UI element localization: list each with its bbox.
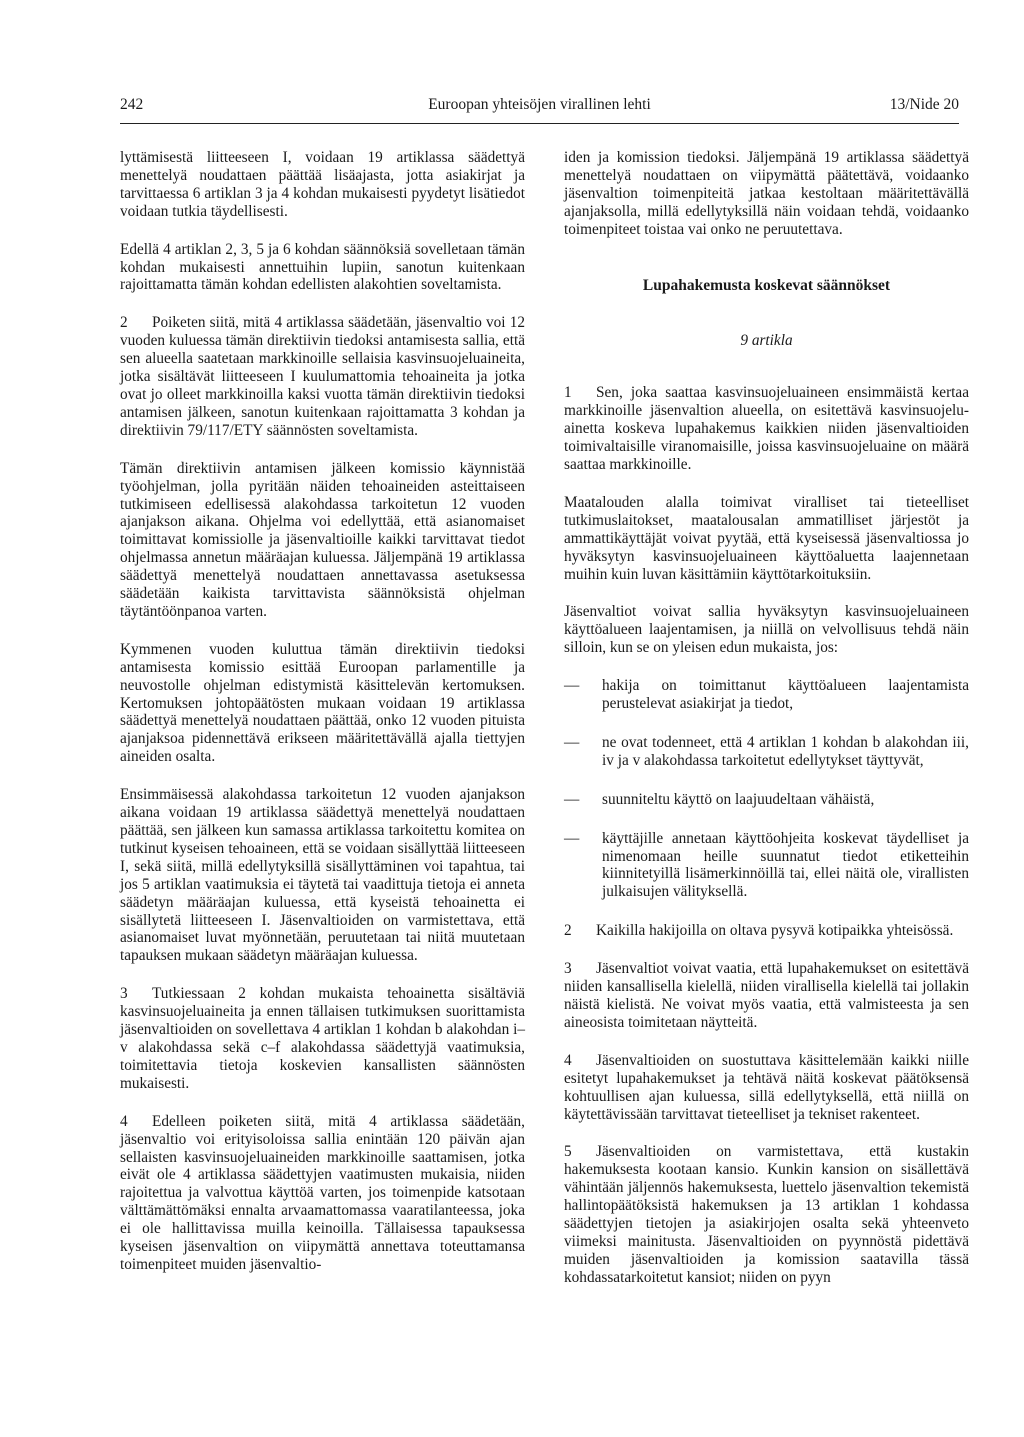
numbered-paragraph (120, 314, 525, 439)
paragraph-text: Poiketen siitä, mitä 4 artiklassa säädetään, jäsenvaltio voi 12 vuoden kuluessa tämän direktiivin tiedoksi antamisesta sallia, että sen alueella saatetaan markkinoille sellaisia kasvinsuojeluaineita, jotka sisältävät liitteeseen I kuulumattomia tehoaineita ja jotka ovat jo olleet markkinoilla kaksi vuotta tämän direktiivin tiedoksi antamisen jälkeen, sanotun kuitenkaan rajoittamatta 3 kohdan ja direktiivin 79/117/ETY säännösten soveltamista. (120, 314, 525, 439)
paragraph-text: Jäsenvaltioiden on varmistettava, että kustakin hakemuksesta kootaan kansio. Kunkin kansion on sisällettävä vähintään jäljennös hakemuksesta, luettelo jäsenvaltion tekemistä hallintopäätöksistä hakemuksen ja 13 artiklan 1 kohdassa säädettyjen tietojen ja asiakirjojen osalta sekä yhteenveto viimeksi mainitusta. Jäsenvaltioiden on pyynnöstä pidettävä muiden jäsenvaltioiden ja komission saatavilla tässä kohdassatarkoitetut kansiot; niiden on pyyn (564, 1143, 969, 1286)
paragraph-number: 3 (564, 960, 572, 978)
paragraph-number: 5 (564, 1143, 572, 1161)
numbered-paragraph (564, 384, 969, 474)
dash-item-text: hakija on toimittanut käyttöalueen laajentamista perustelevat asiakirjat ja tiedot, (602, 677, 969, 713)
numbered-paragraph (120, 985, 525, 1092)
numbered-paragraph (120, 1113, 525, 1274)
numbered-paragraph (564, 1052, 969, 1124)
left-column (120, 149, 525, 1274)
dash-mark: — (564, 677, 580, 695)
numbered-paragraph (564, 1143, 969, 1286)
dash-item-text: suunniteltu käyttö on laajuudeltaan vähäistä, (602, 790, 875, 808)
paragraph-number: 4 (564, 1051, 572, 1069)
paragraph: Edellä 4 artiklan 2, 3, 5 ja 6 kohdan säännöksiä sovelletaan tämän kohdan mukaisesti annettuihin lupiin, sanotun kuitenkaan rajoittamatta tämän kohdan edellisten alakohtien soveltamista. (120, 240, 525, 294)
paragraph-text: Tutkiessaan 2 kohdan mukaista tehoainetta sisältäviä kasvinsuojeluaineita ja ennen tällaisen tutkimuksen suorittamista jäsenvaltioiden on sovellettava 4 artiklan 1 kohdan b alakohdan i–v alakohdassa sekä c–f alakohdassa säädettyjä vaatimuksia, toimitettavia tietoja koskevien kansallisten säännösten mukaisesti. (120, 985, 525, 1092)
paragraph-number: 4 (120, 1112, 128, 1130)
volume-label: 13/Nide 20 (889, 96, 959, 113)
paragraph: iden ja komission tiedoksi. Jäljempänä 19 artiklassa säädettyä menettelyä noudattaen on viipymättä päätettävä, voidaanko jäsenvaltion toimenpiteitä jatkaa kestoltaan määritettävällä ajanjaksolla, millä edellytyksillä näin voidaan tehdä, voidaanko toimenpiteet toistaa vai onko ne peruutettava. (564, 149, 969, 238)
dash-mark: — (564, 829, 580, 847)
dash-list-item (564, 830, 969, 902)
numbered-paragraph (564, 960, 969, 1032)
paragraph-number: 2 (120, 314, 128, 332)
paragraph: lyttämisestä liitteeseen I, voidaan 19 artiklassa säädettyä menettelyä noudattaen päättää lisäajasta, jotta asiakirjat ja tarvittaessa 6 artiklan 3 ja 4 kohdan mukaisesti pyydetyt lisätiedot voidaan tutkia täydellisesti. (120, 149, 525, 220)
dash-list-item (564, 791, 969, 809)
dash-mark: — (564, 790, 580, 808)
dash-list-item (564, 677, 969, 713)
paragraph: Maatalouden alalla toimivat viralliset tai tieteelliset tutkimuslaitokset, maatalousalan ammatilliset järjestöt ja ammattikäyttäjät voivat pyytää, että kyseisessä jäsenvaltiossa jo hyväksytyn kasvinsuojeluaineen käyttöaluetta laajennetaan muihin kuin luvan käsittämiin käyttötarkoituksiin. (564, 493, 969, 583)
paragraph: Ensimmäisessä alakohdassa tarkoitetun 12 vuoden ajanjakson aikana voidaan 19 artiklassa säädettyä menettelyä noudattaen päättää, sen jälkeen kun samassa artiklassa tarkoitettu komitea on tutkinut kyseisen tehoaineen, että se voidaan sisällyttää liitteeseen I, sekä siitä, millä edellytyksillä sisällyttäminen voi tapahtua, tai jos 5 artiklan vaatimuksia ei täytetä tai vaadittuja tietoja ei anneta säädetyn määräajan kuluessa, että kyseistä tehoainetta ei sisällytetä liitteeseen I. Jäsenvaltioiden on varmistettava, että asianomaiset luvat myönnetään, peruutetaan tai niitä muutetaan tapauksen mukaan säädetyn määräajan kuluessa. (120, 786, 525, 965)
running-header (120, 96, 959, 120)
paragraph-number: 3 (120, 985, 128, 1003)
dash-mark: — (564, 733, 580, 751)
paragraph: Tämän direktiivin antamisen jälkeen komissio käynnistää työohjelman, jolla pyritään näiden tehoaineiden asteittaiseen tutkimiseen edellisessä alakohdassa tarkoitetun 12 vuoden ajanjakson aikana. Ohjelma voi edellyttää, että asianomaiset toimittavat komissiolle ja jäsenvaltioille kaikki tarvittavat tiedot ohjelmassa annetun määräajan kuluessa. Jäljempänä 19 artiklassa säädettyä menettelyä noudattaen annettavassa asetuksessa säädetään kaikista tarvittavista säännöksistä ohjelman täytäntöönpanoa varten. (120, 459, 525, 620)
numbered-paragraph (564, 922, 969, 940)
section-heading: Lupahakemusta koskevat säännökset (642, 276, 891, 294)
right-column (564, 149, 969, 1287)
paragraph-text: Kaikilla hakijoilla on oltava pysyvä kotipaikka yhteisössä. (596, 922, 954, 940)
dash-item-text: käyttäjille annetaan käyttöohjeita koskevat täydelliset ja nimenomaan heille suunnatut tiedot etiketteihin kiinnitetyillä lisämerkinnöillä tai, ellei näitä ole, virallisten julkaisujen välityksellä. (602, 829, 969, 901)
dash-item-text: ne ovat todenneet, että 4 artiklan 1 kohdan b alakohdan iii, iv ja v alakohdassa tarkoitetut edellytykset täyttyvät, (602, 733, 969, 769)
paragraph: Kymmenen vuoden kuluttua tämän direktiivin tiedoksi antamisesta komissio esittää Euroopan parlamentille ja neuvostolle ohjelman edistymistä käsittelevän kertomuksen. Kertomuksen johtopäätösten mukaan voidaan 19 artiklassa säädettyä menettelyä noudattaen päättää, onko 12 vuoden pituista ajanjaksoa pidennettävä erikseen määritettävällä ajalla tiettyjen aineiden osalta. (120, 640, 525, 766)
header-rule (120, 123, 959, 124)
journal-title: Euroopan yhteisöjen virallinen lehti (428, 96, 651, 113)
paragraph-text: Sen, joka saattaa kasvinsuojeluaineen ensimmäistä kertaa markkinoille jäsenvaltion alueella, on esitettävä kasvinsuojelu-ainetta koskeva lupahakemus kaikkien niiden jäsenvaltioiden toimivaltaisille viranomaisille, joissa kasvinsuojeluaine on määrä saattaa markkinoille. (564, 384, 969, 473)
paragraph-text: Edelleen poiketen siitä, mitä 4 artiklassa säädetään, jäsenvaltio voi erityisoloissa sallia enintään 120 päivän ajan sellaisten kasvinsuojeluaineiden markkinoille saattamisen, jotka eivät ole 4 artiklassa säädettyjen vaatimusten mukaisia, niiden rajoitettua ja valvottua käyttöä varten, jos toimenpide katsotaan välttämättömäksi ennalta arvaamattomassa vaaratilanteessa, joka ei ole hallittavissa muilla keinoilla. Tällaisessa tapauksessa kyseisen jäsenvaltion on viipymättä annettava toteuttamansa toimenpiteet muiden jäsenvaltio- (120, 1112, 525, 1273)
dash-list-item (564, 734, 969, 770)
paragraph-number: 1 (564, 384, 572, 402)
page-number: 242 (120, 96, 144, 113)
paragraph: Jäsenvaltiot voivat sallia hyväksytyn kasvinsuojeluaineen käyttöalueen laajentamisen, ja niillä on velvollisuus tehdä näin silloin, kun se on yleisen edun mukaista, jos: (564, 603, 969, 657)
paragraph-text: Jäsenvaltiot voivat vaatia, että lupahakemukset on esitettävä niiden kansallisella kielellä, niiden virallisella kielellä tai jollakin näistä kielistä. Ne voivat myös vaatia, että valmisteesta ja sen aineosista toimitetaan näytteitä. (564, 960, 969, 1031)
article-number: 9 artikla (740, 332, 793, 350)
paragraph-text: Jäsenvaltioiden on suostuttava käsittelemään kaikki niille esitetyt lupahakemukset ja tehtävä näitä koskevat päätöksensä kohtuullisen ajan kuluessa, sillä edellytyksellä, että niillä on käytettävissään tarvittavat tieteelliset ja tekniset rakenteet. (564, 1051, 969, 1123)
paragraph-number: 2 (564, 922, 572, 940)
